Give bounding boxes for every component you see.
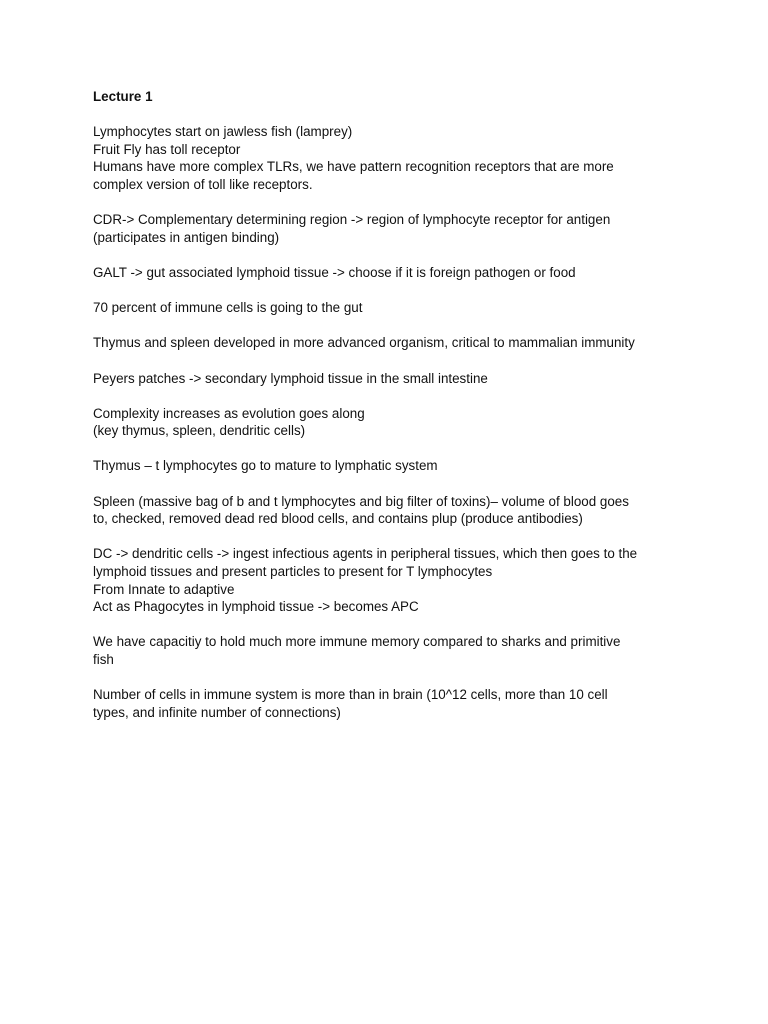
- paragraph: [93, 405, 693, 440]
- text-line: (key thymus, spleen, dendritic cells): [93, 423, 306, 439]
- paragraph: [93, 493, 693, 528]
- text-line: DC -> dendritic cells -> ingest infectious agents in peripheral tissues, which then goes to the: [93, 546, 638, 562]
- text-line: Number of cells in immune system is more than in brain (10^12 cells, more than 10 cell: [93, 687, 608, 703]
- paragraph: [93, 299, 693, 317]
- text-line: Act as Phagocytes in lymphoid tissue -> becomes APC: [93, 599, 419, 615]
- text-line: complex version of toll like receptors.: [93, 176, 313, 192]
- paragraph: [93, 370, 693, 388]
- text-line: We have capacitiy to hold much more immune memory compared to sharks and primitive: [93, 634, 621, 650]
- text-line: Fruit Fly has toll receptor: [93, 141, 241, 157]
- paragraph: [93, 633, 693, 668]
- text-line: (participates in antigen binding): [93, 229, 280, 245]
- text-line: 70 percent of immune cells is going to the gut: [93, 300, 363, 316]
- text-line: Humans have more complex TLRs, we have pattern recognition receptors that are more: [93, 159, 614, 175]
- paragraph: [93, 686, 693, 721]
- text-line: Thymus and spleen developed in more advanced organism, critical to mammalian immunity: [93, 335, 635, 351]
- text-line: lymphoid tissues and present particles to present for T lymphocytes: [93, 564, 493, 580]
- text-line: Spleen (massive bag of b and t lymphocytes and big filter of toxins)– volume of blood goes: [93, 493, 629, 509]
- text-line: CDR-> Complementary determining region -> region of lymphocyte receptor for antigen: [93, 212, 611, 228]
- paragraph: [93, 457, 693, 475]
- text-line: Complexity increases as evolution goes along: [93, 405, 365, 421]
- text-line: fish: [93, 652, 114, 667]
- document-title: Lecture 1: [93, 89, 153, 104]
- text-line: From Innate to adaptive: [93, 581, 235, 597]
- paragraph: [93, 264, 693, 282]
- paragraph: [93, 211, 693, 246]
- text-line: Thymus – t lymphocytes go to mature to lymphatic system: [93, 458, 438, 474]
- text-line: GALT -> gut associated lymphoid tissue -> choose if it is foreign pathogen or food: [93, 264, 576, 280]
- paragraph: [93, 123, 693, 193]
- paragraph-list: [93, 123, 693, 721]
- text-line: Lymphocytes start on jawless fish (lamprey): [93, 124, 353, 140]
- document-body: [93, 88, 693, 721]
- text-line: Peyers patches -> secondary lymphoid tissue in the small intestine: [93, 370, 488, 386]
- text-line: to, checked, removed dead red blood cells, and contains plup (produce antibodies): [93, 511, 583, 527]
- paragraph: [93, 545, 693, 615]
- paragraph: [93, 334, 693, 352]
- text-line: types, and infinite number of connections): [93, 704, 341, 720]
